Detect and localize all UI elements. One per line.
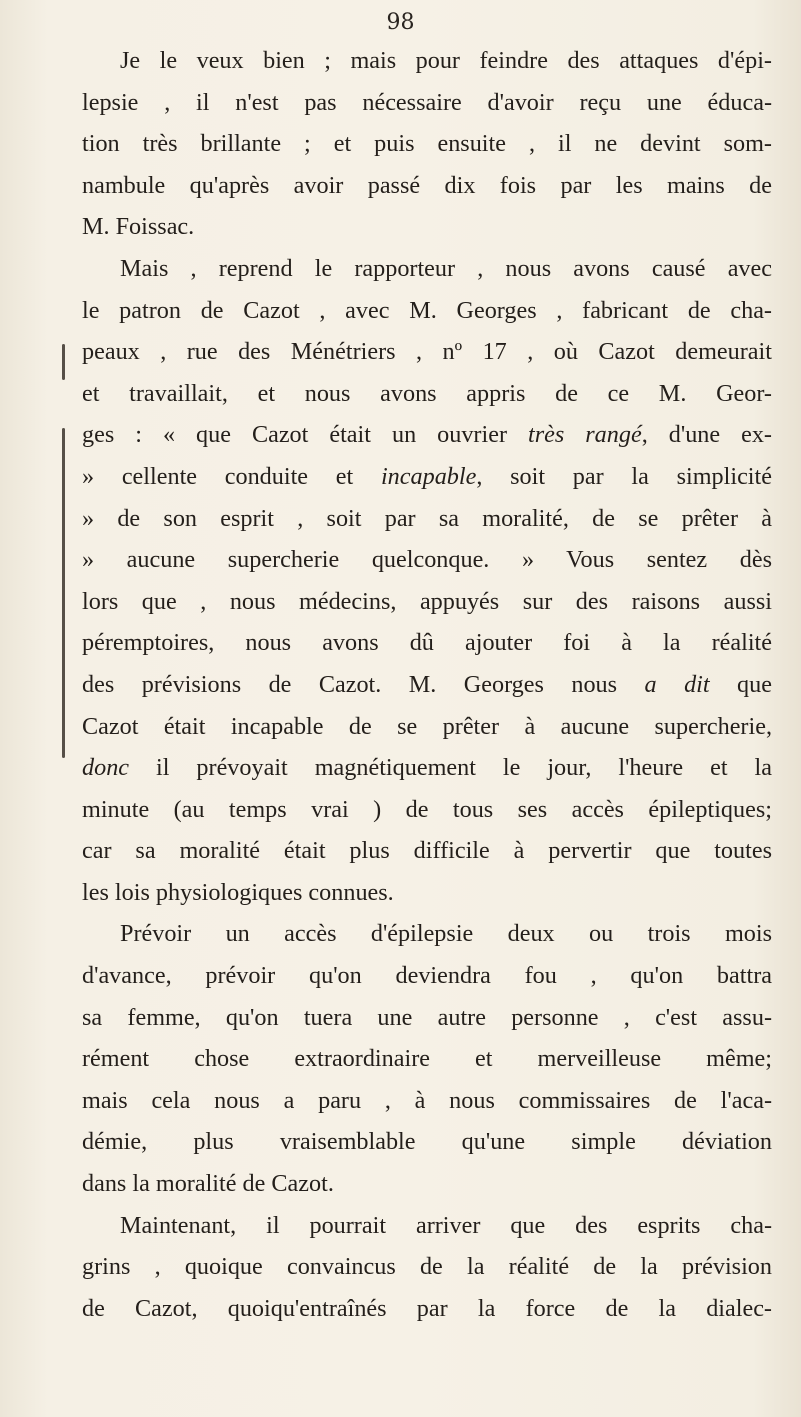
text-line: le patron de Cazot , avec M. Georges , fabricant de cha- <box>82 296 772 324</box>
text-line-with-italic <box>82 414 772 456</box>
text-line: Cazot était incapable de se prêter à aucune supercherie, <box>82 712 772 740</box>
text-line: rément chose extraordinaire et merveilleuse même; <box>82 1045 772 1073</box>
text-line: péremptoires, nous avons dû ajouter foi à la réalité <box>82 629 772 657</box>
text-line-with-italic <box>82 456 772 498</box>
text-segment: il prévoyait magnétiquement le jour, l'heure et la <box>129 754 772 782</box>
text-line-with-italic <box>82 747 772 789</box>
text-line: car sa moralité était plus difficile à pervertir que toutes <box>82 837 772 865</box>
italic-segment: très rangé <box>528 421 642 449</box>
text-line: les lois physiologiques connues. <box>82 878 394 906</box>
text-segment: ges : « que Cazot était un ouvrier <box>82 421 528 449</box>
italic-segment: a dit <box>644 670 710 698</box>
text-line: Prévoir un accès d'épilepsie deux ou trois mois <box>120 920 772 948</box>
text-segment: , d'une ex- <box>641 421 772 449</box>
text-line: » aucune supercherie quelconque. » Vous sentez dès <box>82 546 772 574</box>
text-line: M. Foissac. <box>82 213 195 241</box>
text-line: démie, plus vraisemblable qu'une simple déviation <box>82 1128 772 1156</box>
italic-segment: donc <box>82 754 130 782</box>
text-line: Maintenant, il pourrait arriver que des esprits cha- <box>120 1211 772 1239</box>
text-line: minute (au temps vrai ) de tous ses accès épileptiques; <box>82 795 772 823</box>
text-segment: que <box>709 670 772 698</box>
text-line-with-italic <box>82 664 772 706</box>
text-line: de Cazot, quoiqu'entraînés par la force de la dialec- <box>82 1294 772 1322</box>
text-line: sa femme, qu'on tuera une autre personne , c'est assu- <box>82 1003 772 1031</box>
text-line: et travaillait, et nous avons appris de ce M. Geor- <box>82 379 772 407</box>
text-line: nambule qu'après avoir passé dix fois par les mains de <box>82 171 772 199</box>
text-line: Je le veux bien ; mais pour feindre des attaques d'épi- <box>120 47 772 74</box>
text-line: mais cela nous a paru , à nous commissaires de l'aca- <box>82 1086 772 1114</box>
margin-line-mark <box>62 428 65 758</box>
text-segment: des prévisions de Cazot. M. Georges nous <box>82 670 645 698</box>
page-number: 98 <box>386 10 415 35</box>
body-text <box>82 40 772 1329</box>
text-line: d'avance, prévoir qu'on deviendra fou , qu'on battra <box>82 962 772 990</box>
text-line: » de son esprit , soit par sa moralité, de se prêter à <box>82 504 772 532</box>
text-line: tion très brillante ; et puis ensuite , il ne devint som- <box>82 130 772 158</box>
text-segment: , soit par la simplicité <box>476 462 772 490</box>
text-line: peaux , rue des Ménétriers , nº 17 , où Cazot demeurait <box>82 338 772 366</box>
margin-line-mark <box>62 344 65 380</box>
text-line: lors que , nous médecins, appuyés sur des raisons aussi <box>82 587 772 615</box>
text-line: dans la moralité de Cazot. <box>82 1170 334 1198</box>
italic-segment: incapable <box>380 462 477 490</box>
text-line: grins , quoique convaincus de la réalité de la prévision <box>82 1253 772 1281</box>
text-line: Mais , reprend le rapporteur , nous avons causé avec <box>120 254 772 282</box>
text-line: lepsie , il n'est pas nécessaire d'avoir reçu une éduca- <box>82 88 772 116</box>
text-segment: » cellente conduite et <box>82 462 381 490</box>
